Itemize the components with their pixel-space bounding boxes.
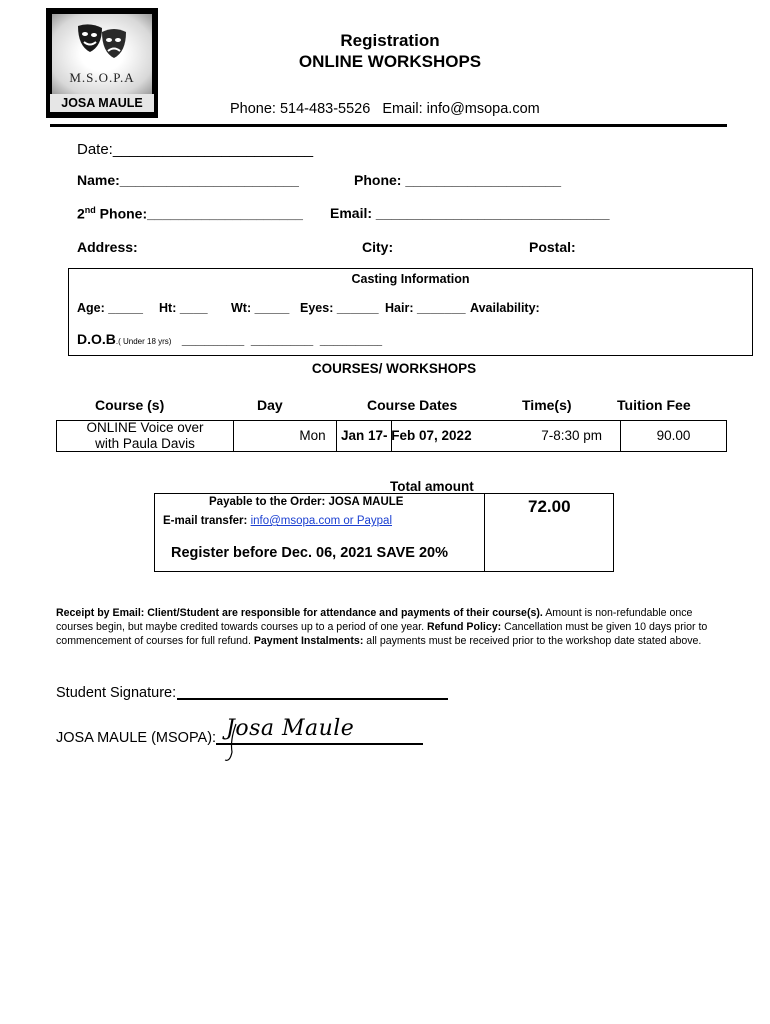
- courses-title: COURSES/ WORKSHOPS: [311, 361, 477, 376]
- postal-field[interactable]: Postal:: [529, 239, 576, 255]
- terms-text-1: Amount is non-refundable once courses begin, but maybe credited towards courses up to a period of one year.: [56, 607, 693, 633]
- height-field[interactable]: Ht: ____: [159, 301, 208, 315]
- logo-background: [52, 14, 152, 94]
- total-amount-value: 72.00: [528, 497, 571, 516]
- register-deadline: Register before Dec. 06, 2021 SAVE 20%: [171, 545, 448, 561]
- terms-refund-label: Refund Policy:: [427, 621, 502, 633]
- col-times: Time(s): [522, 397, 572, 413]
- course-cell: [56, 420, 234, 452]
- etransfer-line: [163, 515, 392, 527]
- col-dates: Course Dates: [367, 397, 458, 413]
- city-field[interactable]: City:: [362, 239, 394, 255]
- second-phone-rest: Phone:____________________: [95, 205, 303, 222]
- address-field[interactable]: Address:: [77, 239, 138, 255]
- etransfer-link[interactable]: info@msopa.com or Paypal: [250, 515, 392, 527]
- etransfer-label: E-mail transfer:: [163, 515, 248, 527]
- student-signature-label: Student Signature:: [56, 685, 177, 701]
- col-day: Day: [257, 397, 283, 413]
- time-cell: 7-8:30 pm: [535, 420, 621, 452]
- name-field[interactable]: Name:_______________________: [77, 172, 299, 188]
- email-field[interactable]: Email: ______________________________: [330, 205, 610, 221]
- payment-divider: [484, 493, 485, 572]
- dob-field[interactable]: [77, 331, 382, 349]
- course-line-2: with Paula Davis: [95, 436, 195, 451]
- age-field[interactable]: Age: _____: [77, 301, 144, 315]
- day-cell: Mon: [233, 420, 392, 452]
- logo-name: JOSA MAULE: [50, 94, 154, 112]
- second-phone-field[interactable]: [77, 205, 303, 222]
- payable-to: Payable to the Order: JOSA MAULE: [209, 496, 404, 508]
- eyes-field[interactable]: Eyes: ______: [300, 301, 379, 315]
- dates-cell: Jan 17- Feb 07, 2022: [336, 420, 536, 452]
- terms-text-3: all payments must be received prior to the workshop date stated above.: [363, 635, 702, 647]
- phone-field[interactable]: Phone: ____________________: [354, 172, 562, 188]
- col-fee: Tuition Fee: [617, 397, 691, 413]
- second-phone-sup: nd: [84, 205, 96, 215]
- signature-flourish: [222, 722, 242, 764]
- dob-label: D.O.B: [77, 331, 116, 347]
- owner-signature: Josa Maule: [226, 716, 355, 741]
- course-line-1: ONLINE Voice over: [86, 420, 204, 435]
- fee-cell: 90.00: [620, 420, 727, 452]
- weight-field[interactable]: Wt: _____: [231, 301, 290, 315]
- logo-text: M.S.O.P.A: [69, 70, 135, 85]
- contact-info: Phone: 514-483-5526 Email: info@msopa.com: [230, 101, 540, 117]
- terms-text-2: Cancellation must be given 10 days prior to commencement of courses for full refund.: [56, 621, 708, 647]
- casting-title: Casting Information: [351, 272, 470, 286]
- terms-receipt: Receipt by Email: Client/Student are responsible for attendance and payments of their course(s).: [56, 607, 543, 619]
- page-title: Registration: [340, 31, 440, 50]
- total-amount-label: Total amount: [390, 479, 474, 494]
- dob-blanks: ______________ ______________ ______________: [181, 337, 383, 346]
- hair-field[interactable]: Hair: _______: [385, 301, 466, 315]
- terms-instalments-label: Payment Instalments:: [253, 635, 364, 647]
- availability-field[interactable]: Availability:: [470, 301, 540, 315]
- date-field[interactable]: Date:________________________: [77, 141, 314, 158]
- terms-paragraph: [56, 606, 728, 648]
- msopa-logo: [46, 8, 158, 118]
- course-table-row: [56, 420, 726, 452]
- second-phone-label: 2: [77, 205, 85, 222]
- owner-signature-line: [216, 743, 423, 745]
- owner-signature-label: JOSA MAULE (MSOPA):: [56, 730, 217, 746]
- header-divider: [50, 124, 727, 127]
- dob-note: .( Under 18 yrs): [115, 337, 172, 346]
- student-signature-line[interactable]: [177, 698, 448, 700]
- page-subtitle: ONLINE WORKSHOPS: [298, 52, 482, 71]
- theatre-masks-icon: [72, 20, 132, 68]
- col-course: Course (s): [95, 397, 165, 413]
